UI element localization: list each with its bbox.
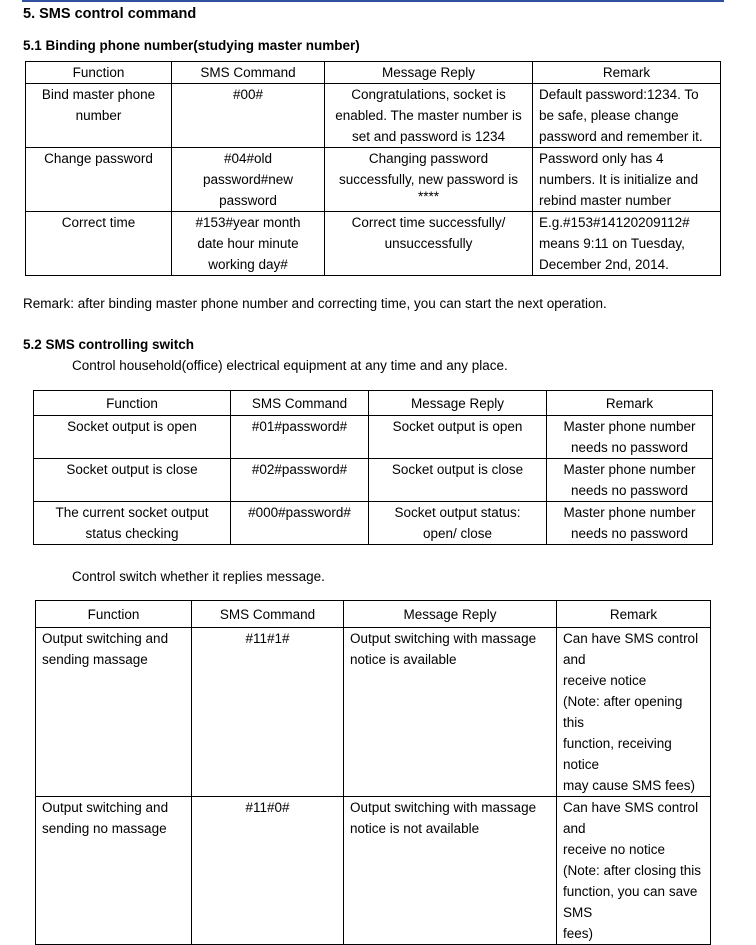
table-row (26, 148, 721, 212)
cell-command: #00# (172, 84, 325, 148)
header-function: Function (34, 391, 231, 416)
cell-remark: Can have SMS control and receive no notice (Note: after closing this function, you can save SMS fees) (557, 797, 711, 945)
header-remark: Remark (533, 62, 721, 84)
cell-reply: Output switching with massage notice is available (344, 628, 557, 797)
control-table (33, 390, 713, 545)
table-row (34, 459, 713, 502)
reply-intro-text: Control switch whether it replies message. (72, 569, 325, 584)
table-header-row (34, 391, 713, 416)
cell-command: #11#0# (192, 797, 344, 945)
cell-function: Output switching and sending no massage (36, 797, 192, 945)
header-message-reply: Message Reply (344, 601, 557, 628)
cell-reply: Socket output is open (369, 416, 547, 459)
cell-remark: Can have SMS control and receive notice (Note: after opening this function, receiving notice may cause SMS fees) (557, 628, 711, 797)
header-sms-command: SMS Command (172, 62, 325, 84)
table-row (34, 416, 713, 459)
cell-function: The current socket output status checking (34, 502, 231, 545)
cell-function: Correct time (26, 212, 172, 276)
cell-function: Socket output is close (34, 459, 231, 502)
cell-remark: Default password:1234. To be safe, please change password and remember it. (533, 84, 721, 148)
cell-function: Socket output is open (34, 416, 231, 459)
header-sms-command: SMS Command (192, 601, 344, 628)
table-header-row (26, 62, 721, 84)
header-function: Function (36, 601, 192, 628)
remark-line: Remark: after binding master phone number and correcting time, you can start the next operation. (23, 296, 607, 311)
cell-command: #02#password# (231, 459, 369, 502)
header-function: Function (26, 62, 172, 84)
binding-table (25, 61, 721, 276)
cell-remark: Master phone number needs no password (547, 416, 713, 459)
cell-command: #000#password# (231, 502, 369, 545)
reply-table (35, 600, 711, 945)
header-remark: Remark (547, 391, 713, 416)
cell-remark: Master phone number needs no password (547, 459, 713, 502)
cell-command: #153#year month date hour minute working day# (172, 212, 325, 276)
subsection-title-5-1: 5.1 Binding phone number(studying master number) (23, 38, 360, 53)
cell-reply: Correct time successfully/ unsuccessfully (325, 212, 533, 276)
cell-reply: Congratulations, socket is enabled. The master number is set and password is 1234 (325, 84, 533, 148)
subsection-title-5-2: 5.2 SMS controlling switch (23, 337, 195, 352)
cell-command: #11#1# (192, 628, 344, 797)
cell-remark: E.g.#153#14120209112# means 9:11 on Tuesday, December 2nd, 2014. (533, 212, 721, 276)
table-row (34, 502, 713, 545)
header-sms-command: SMS Command (231, 391, 369, 416)
header-message-reply: Message Reply (369, 391, 547, 416)
top-divider (22, 0, 724, 2)
intro-text: Control household(office) electrical equipment at any time and any place. (72, 358, 508, 373)
cell-command: #04#old password#new password (172, 148, 325, 212)
cell-function: Bind master phone number (26, 84, 172, 148)
cell-remark: Password only has 4 numbers. It is initialize and rebind master number (533, 148, 721, 212)
cell-reply: Socket output is close (369, 459, 547, 502)
cell-function: Output switching and sending massage (36, 628, 192, 797)
section-title: 5. SMS control command (23, 6, 197, 22)
table-row (36, 628, 711, 797)
header-remark: Remark (557, 601, 711, 628)
cell-remark: Master phone number needs no password (547, 502, 713, 545)
table-header-row (36, 601, 711, 628)
cell-function: Change password (26, 148, 172, 212)
table-row (26, 212, 721, 276)
cell-reply: Output switching with massage notice is not available (344, 797, 557, 945)
table-row (36, 797, 711, 945)
cell-reply: Socket output status: open/ close (369, 502, 547, 545)
cell-command: #01#password# (231, 416, 369, 459)
cell-reply: Changing password successfully, new password is **** (325, 148, 533, 212)
header-message-reply: Message Reply (325, 62, 533, 84)
table-row (26, 84, 721, 148)
